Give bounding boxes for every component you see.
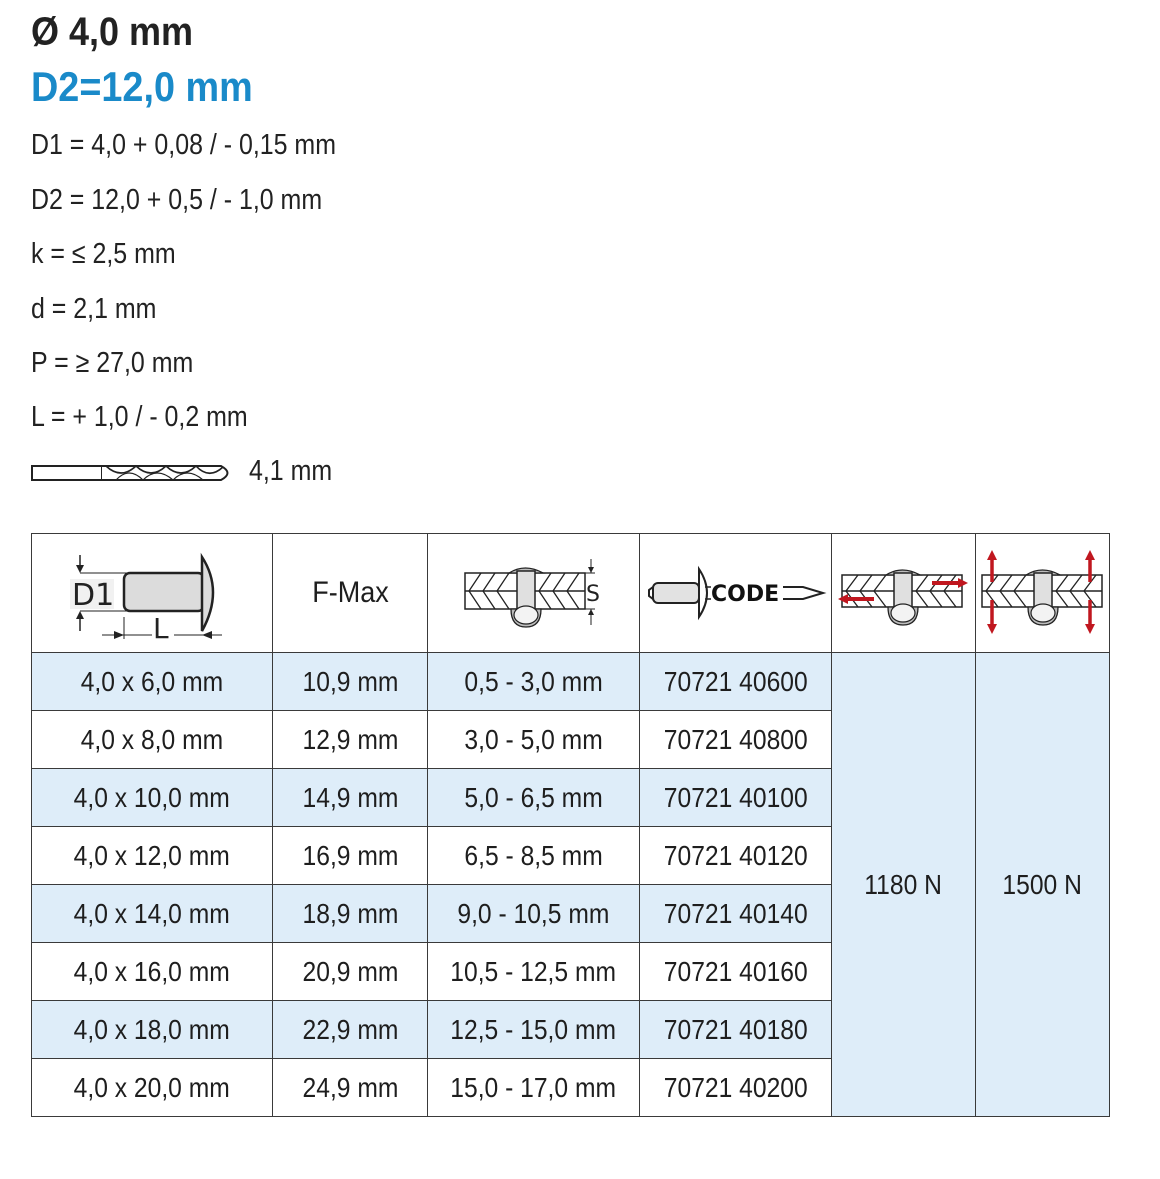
grip-range-icon	[459, 553, 609, 633]
cell-grip: 6,5 - 8,5 mm	[428, 827, 640, 885]
header-code	[640, 534, 832, 653]
header-tensile-strength	[976, 534, 1110, 653]
cell-size: 4,0 x 10,0 mm	[32, 769, 273, 827]
shear-strength-icon	[836, 553, 971, 633]
rivet-spec-table	[31, 533, 1110, 1117]
header-fmax: F-Max	[273, 534, 428, 653]
spec-d1: D1 = 4,0 + 0,08 / - 0,15 mm	[31, 129, 336, 161]
cell-fmax: 14,9 mm	[273, 769, 428, 827]
spec-l: L = + 1,0 / - 0,2 mm	[31, 401, 248, 433]
spec-k: k = ≤ 2,5 mm	[31, 238, 176, 270]
header-dimensions	[32, 534, 273, 653]
spec-d: d = 2,1 mm	[31, 293, 157, 325]
cell-code: 70721 40100	[640, 769, 832, 827]
cell-grip: 0,5 - 3,0 mm	[428, 653, 640, 711]
header-shear-strength	[832, 534, 976, 653]
cell-code: 70721 40800	[640, 711, 832, 769]
cell-code: 70721 40600	[640, 653, 832, 711]
cell-code: 70721 40140	[640, 885, 832, 943]
cell-size: 4,0 x 12,0 mm	[32, 827, 273, 885]
drill-size: 4,1 mm	[249, 455, 333, 487]
cell-size: 4,0 x 6,0 mm	[32, 653, 273, 711]
cell-grip: 5,0 - 6,5 mm	[428, 769, 640, 827]
cell-fmax: 16,9 mm	[273, 827, 428, 885]
cell-grip: 3,0 - 5,0 mm	[428, 711, 640, 769]
cell-code: 70721 40180	[640, 1001, 832, 1059]
cell-size: 4,0 x 8,0 mm	[32, 711, 273, 769]
cell-fmax: 22,9 mm	[273, 1001, 428, 1059]
cell-shear-strength: 1180 N	[832, 653, 976, 1117]
svg-text:L: L	[153, 612, 169, 643]
cell-code: 70721 40120	[640, 827, 832, 885]
cell-code: 70721 40200	[640, 1059, 832, 1117]
header-grip-range	[428, 534, 640, 653]
cell-fmax: 20,9 mm	[273, 943, 428, 1001]
drill-bit-icon	[31, 463, 236, 483]
head-diameter-title: D2=12,0 mm	[31, 63, 253, 110]
cell-grip: 12,5 - 15,0 mm	[428, 1001, 640, 1059]
rivet-dimensions-icon	[52, 543, 252, 643]
cell-size: 4,0 x 14,0 mm	[32, 885, 273, 943]
diameter-title: Ø 4,0 mm	[31, 10, 194, 54]
spec-d2: D2 = 12,0 + 0,5 / - 1,0 mm	[31, 184, 323, 216]
svg-text:S: S	[585, 582, 600, 607]
table-row	[32, 653, 1110, 711]
cell-fmax: 24,9 mm	[273, 1059, 428, 1117]
cell-grip: 9,0 - 10,5 mm	[428, 885, 640, 943]
cell-fmax: 18,9 mm	[273, 885, 428, 943]
cell-fmax: 12,9 mm	[273, 711, 428, 769]
cell-code: 70721 40160	[640, 943, 832, 1001]
svg-text:CODE: CODE	[711, 582, 780, 607]
cell-grip: 15,0 - 17,0 mm	[428, 1059, 640, 1117]
cell-size: 4,0 x 20,0 mm	[32, 1059, 273, 1117]
table-header-row	[32, 534, 1110, 653]
tensile-strength-icon	[978, 548, 1108, 638]
cell-grip: 10,5 - 12,5 mm	[428, 943, 640, 1001]
cell-fmax: 10,9 mm	[273, 653, 428, 711]
rivet-code-icon	[643, 563, 828, 623]
cell-size: 4,0 x 16,0 mm	[32, 943, 273, 1001]
svg-text:D1: D1	[72, 578, 115, 613]
cell-tensile-strength: 1500 N	[976, 653, 1110, 1117]
cell-size: 4,0 x 18,0 mm	[32, 1001, 273, 1059]
spec-p: P = ≥ 27,0 mm	[31, 347, 194, 379]
